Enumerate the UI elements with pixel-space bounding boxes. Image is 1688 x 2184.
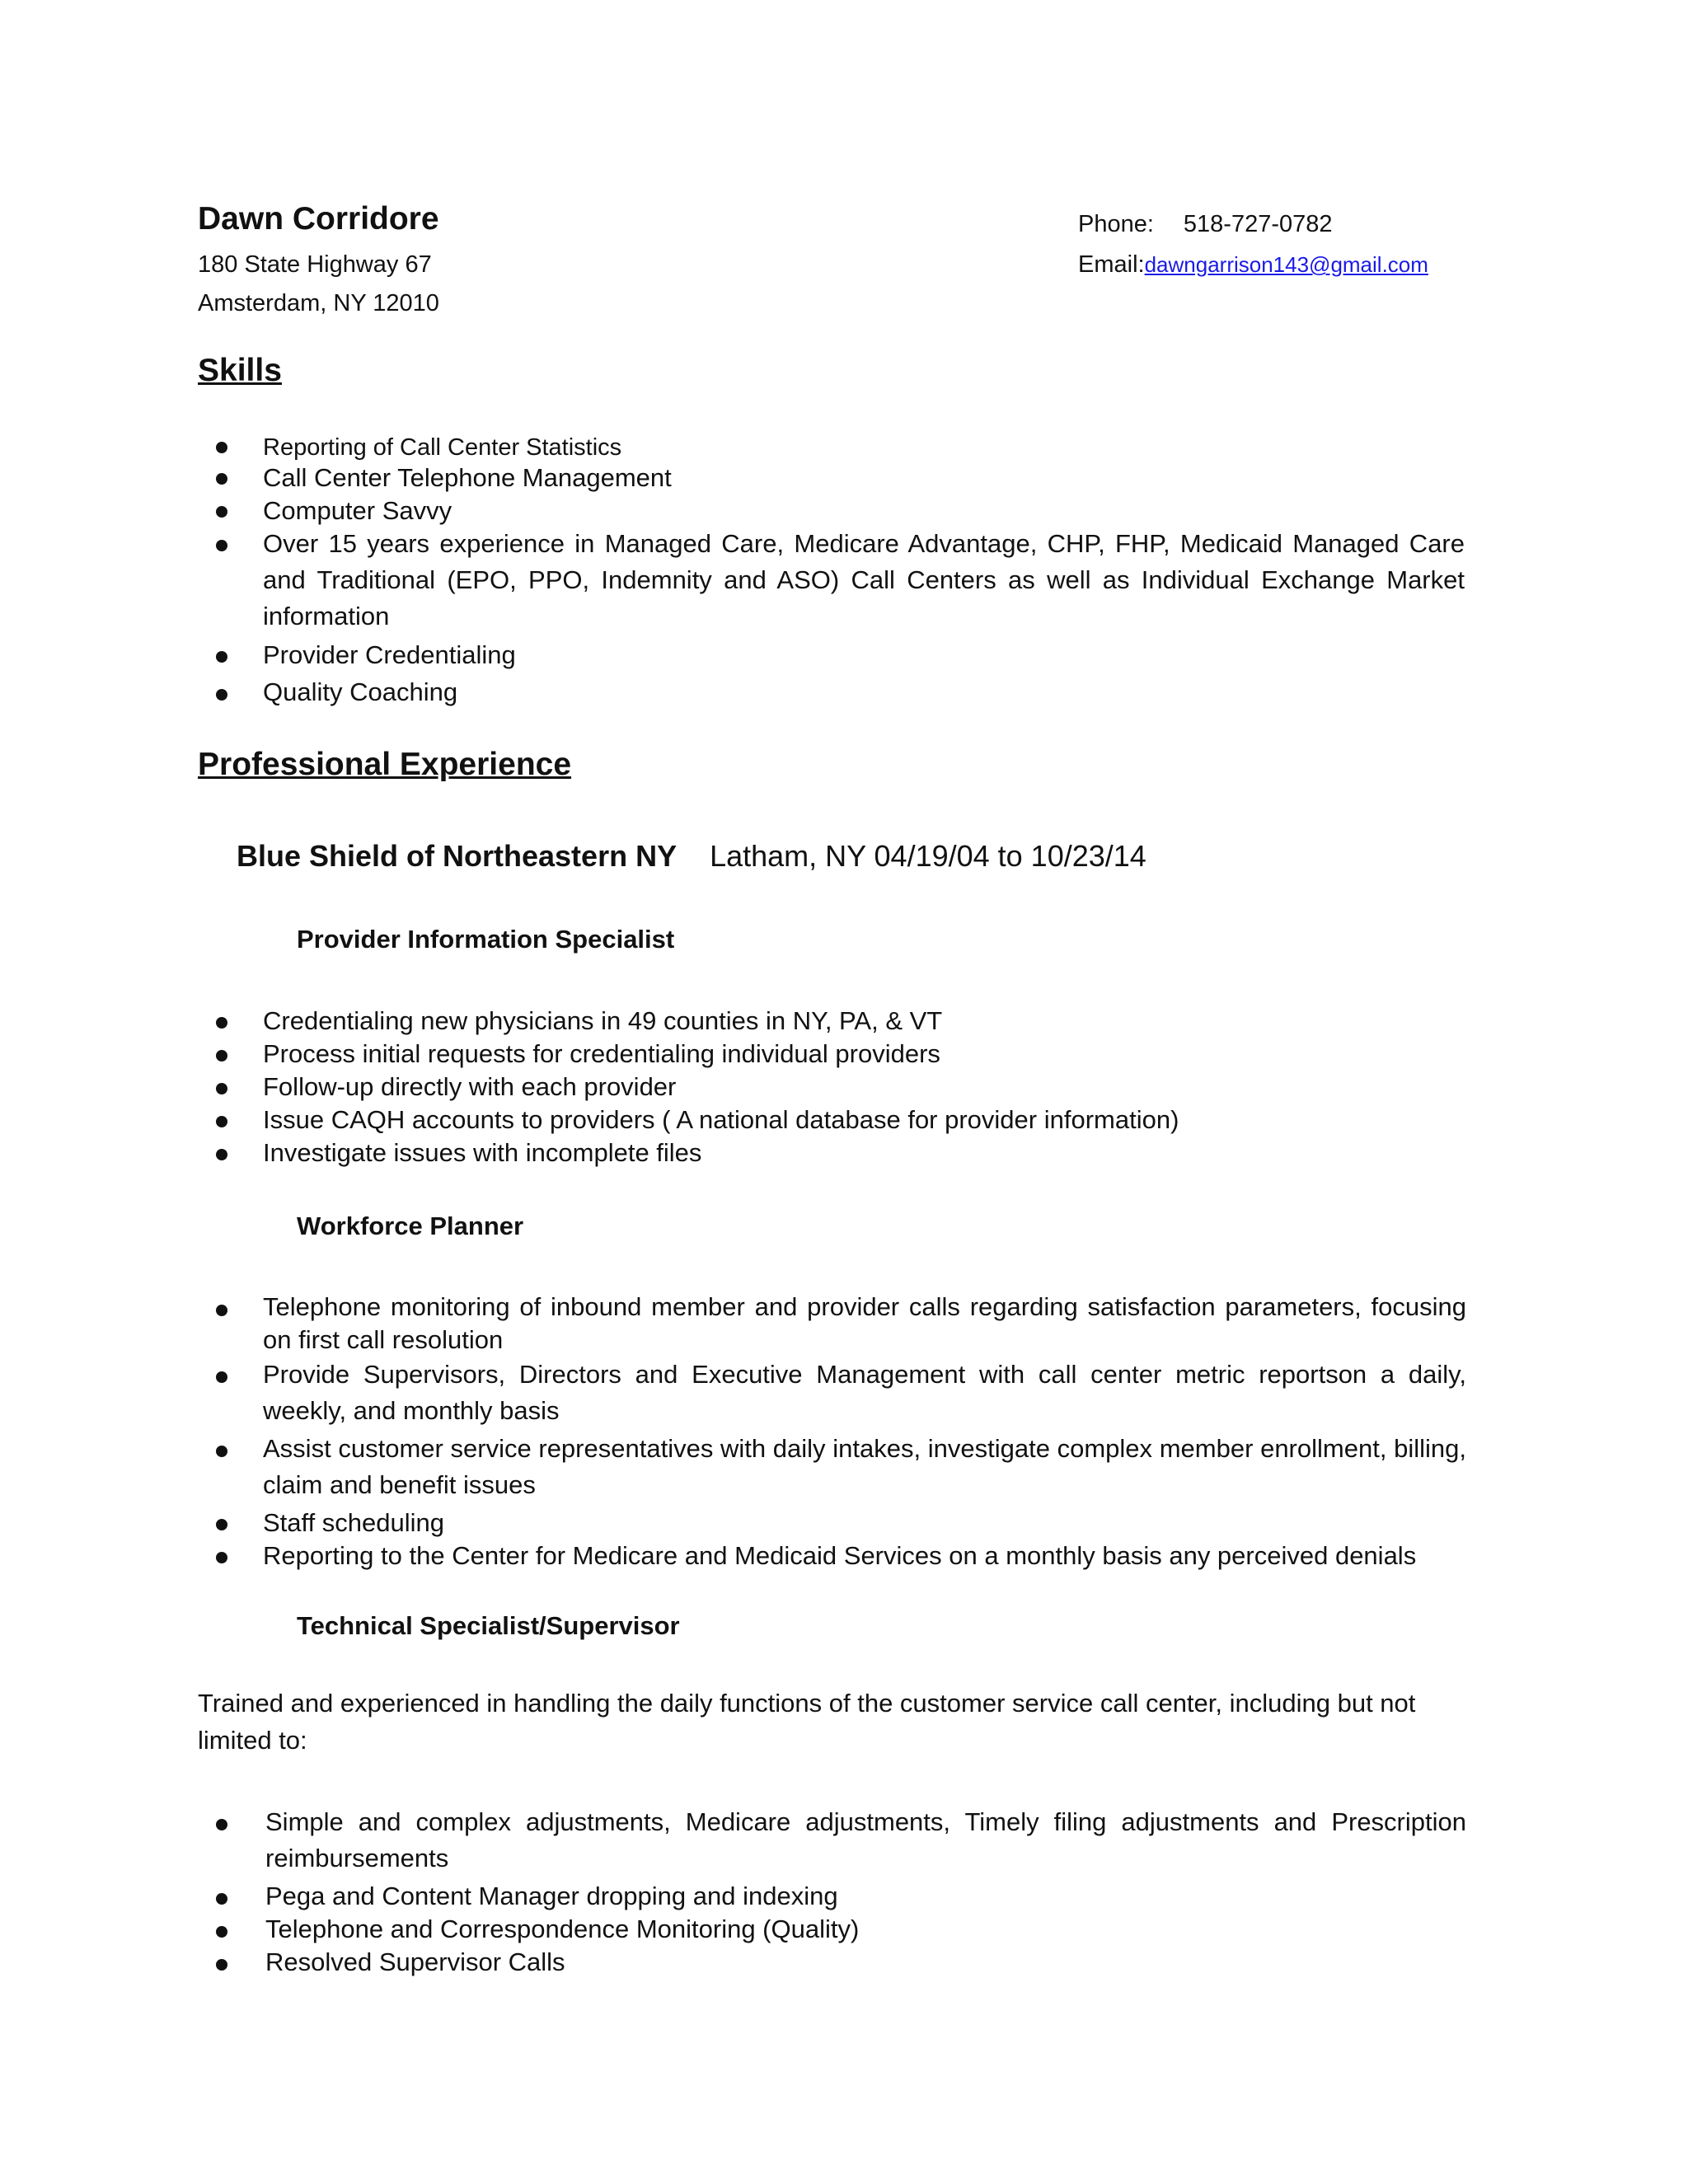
role-item: Credentialing new physicians in 49 counties in NY, PA, & VT (263, 1006, 943, 1035)
skills-heading: Skills (198, 353, 282, 388)
role-item: Follow-up directly with each provider (263, 1072, 677, 1101)
address-line-1: 180 State Highway 67 (198, 251, 432, 278)
role-item: Staff scheduling (263, 1508, 445, 1537)
bullet-icon (216, 1305, 227, 1316)
role-item: Assist customer service representatives with daily intakes, investigate complex member enrollment, billing, claim and benefit issues (263, 1434, 1466, 1499)
email-row (1078, 251, 1428, 279)
company-location-dates: Latham, NY 04/19/04 to 10/23/14 (710, 839, 1146, 873)
phone-label: Phone: (1078, 211, 1154, 237)
skill-item: Computer Savvy (263, 496, 452, 525)
role-item: Pega and Content Manager dropping and indexing (265, 1882, 838, 1910)
role-intro: Trained and experienced in handling the daily functions of the customer service call center, including but not limited to: (198, 1689, 1416, 1755)
bullet-icon (216, 1519, 227, 1530)
skill-item: Quality Coaching (263, 677, 458, 706)
email-label: Email: (1078, 251, 1145, 278)
role-item: Investigate issues with incomplete files (263, 1138, 702, 1167)
bullet-icon (216, 651, 227, 663)
bullet-icon (216, 1116, 227, 1127)
bullet-icon (216, 506, 227, 518)
bullet-icon (216, 1017, 227, 1029)
phone-row (1078, 211, 1333, 238)
role-item: Telephone monitoring of inbound member and provider calls regarding satisfaction parameters, focusing on first call resolution (263, 1292, 1466, 1354)
bullet-icon (216, 1552, 227, 1563)
bullet-icon (216, 1446, 227, 1457)
bullet-icon (216, 1893, 227, 1905)
skill-item: Over 15 years experience in Managed Care, Medicare Advantage, CHP, FHP, Medicaid Managed Care and Traditional (EPO, PPO, Indemnity and ASO) Call Centers as well as Individual Exchange Market information (263, 529, 1465, 630)
bullet-icon (216, 473, 227, 485)
role-item: Provide Supervisors, Directors and Executive Management with call center metric reportson a daily, weekly, and monthly basis (263, 1360, 1466, 1425)
role-item: Reporting to the Center for Medicare and Medicaid Services on a monthly basis any perceived denials (263, 1541, 1417, 1570)
company-name: Blue Shield of Northeastern NY (237, 839, 678, 873)
skill-item: Call Center Telephone Management (263, 463, 672, 492)
role-item: Resolved Supervisor Calls (265, 1947, 565, 1976)
role-title: Technical Specialist/Supervisor (297, 1611, 680, 1640)
company-row (237, 839, 1146, 874)
phone-value: 518-727-0782 (1183, 211, 1333, 237)
bullet-icon (216, 1149, 227, 1160)
bullet-icon (216, 1819, 227, 1830)
role-title: Workforce Planner (297, 1212, 524, 1240)
role-item: Simple and complex adjustments, Medicare adjustments, Timely filing adjustments and Prescription reimbursements (265, 1807, 1466, 1872)
bullet-icon (216, 540, 227, 551)
bullet-icon (216, 1371, 227, 1383)
bullet-icon (216, 1050, 227, 1062)
role-item: Issue CAQH accounts to providers ( A national database for provider information) (263, 1105, 1179, 1134)
bullet-icon (216, 689, 227, 701)
bullet-icon (216, 1926, 227, 1938)
role-item: Process initial requests for credentialing individual providers (263, 1039, 940, 1068)
bullet-icon (216, 1959, 227, 1971)
candidate-name: Dawn Corridore (198, 201, 439, 237)
role-item: Telephone and Correspondence Monitoring (Quality) (265, 1915, 860, 1943)
skill-item: Reporting of Call Center Statistics (263, 434, 622, 461)
experience-heading: Professional Experience (198, 747, 572, 782)
bullet-icon (216, 1083, 227, 1094)
address-line-2: Amsterdam, NY 12010 (198, 290, 439, 316)
skill-item: Provider Credentialing (263, 640, 516, 669)
role-title: Provider Information Specialist (297, 925, 675, 954)
bullet-icon (216, 442, 227, 453)
email-link[interactable]: dawngarrison143@gmail.com (1144, 252, 1428, 277)
